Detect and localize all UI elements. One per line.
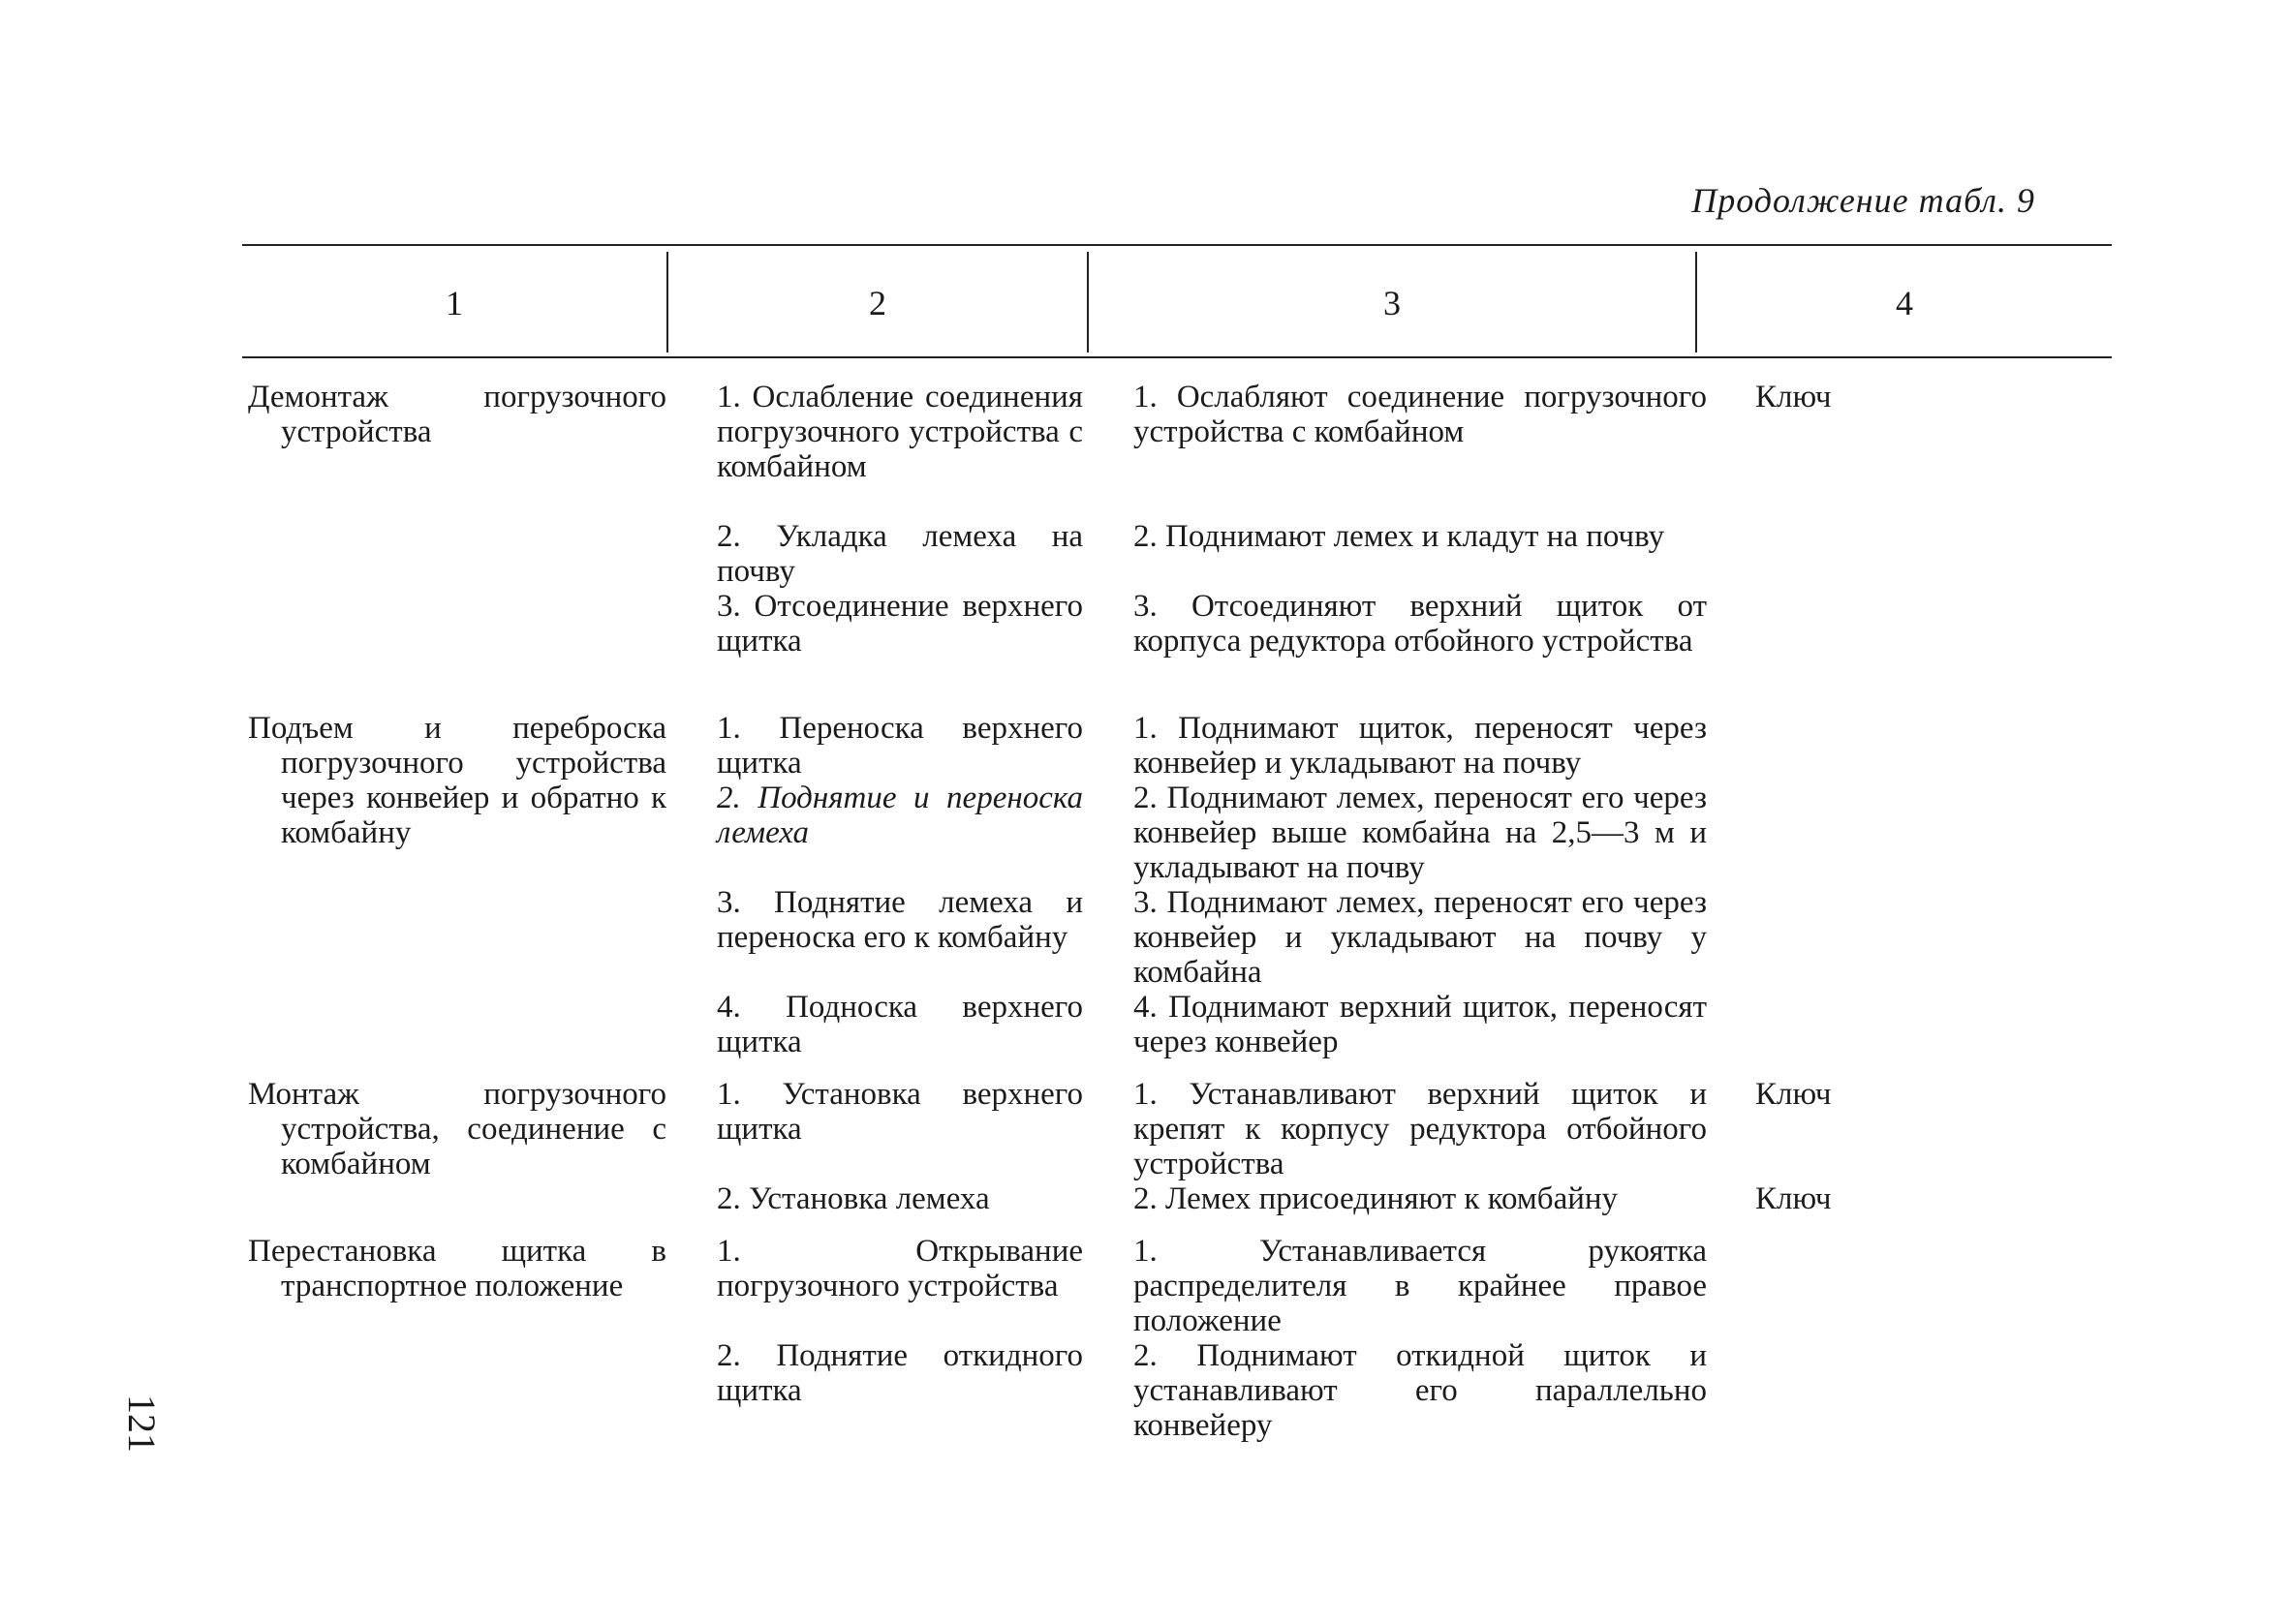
row-3-stage-1: 1. Установка верхнего щитка	[717, 1077, 1083, 1147]
table-header-rule	[242, 356, 2112, 358]
row-3-operation: Монтаж погрузочного устройства, соединение с комбайном	[248, 1077, 666, 1181]
row-1-stage-3: 3. Отсоединение верхнего щитка	[717, 589, 1083, 659]
row-1-stage-1: 1. Ослабление соединения погрузочного устройства с комбайном	[717, 380, 1083, 484]
row-3-tool-2: Ключ	[1755, 1181, 1832, 1216]
row-1-method-2: 2. Поднимают лемех и кладут на почву	[1133, 519, 1665, 554]
row-4-stage-2: 2. Поднятие откидного щитка	[717, 1338, 1083, 1408]
row-1-stage-2: 2. Укладка лемеха на почву	[717, 519, 1083, 589]
row-2-operation: Подъем и переброска погрузочного устройства через конвейер и обратно к комбайну	[248, 711, 666, 850]
row-1-method-1: 1. Ослабляют соединение погрузочного устройства с комбайном	[1133, 380, 1707, 449]
row-3-method-2: 2. Лемех присоединяют к комбайну	[1133, 1181, 1619, 1216]
row-2-method-3: 3. Поднимают лемех, переносят его через конвейер и укладывают на почву у комбайна	[1133, 885, 1707, 990]
row-2-stage-3: 3. Поднятие лемеха и переноска его к комбайну	[717, 885, 1083, 955]
row-2-stage-1: 1. Переноска верхнего щитка	[717, 711, 1083, 781]
row-2-stage-2: 2. Поднятие и переноска лемеха	[717, 781, 1083, 850]
row-2-method-1: 1. Поднимают щиток, переносят через конвейер и укладывают на почву	[1133, 711, 1707, 781]
row-1-method-3: 3. Отсоединяют верхний щиток от корпуса редуктора отбойного устройства	[1133, 589, 1707, 659]
page-number: 121	[120, 1394, 164, 1453]
header-col-2: 2	[869, 284, 886, 322]
row-4-stage-1: 1. Открывание погрузочного устройства	[717, 1234, 1083, 1303]
row-3-method-1: 1. Устанавливают верхний щиток и крепят к корпусу редуктора отбойного устройства	[1133, 1077, 1707, 1181]
row-3-tool-1: Ключ	[1755, 1077, 1832, 1112]
row-2-stage-4: 4. Подноска верхнего щитка	[717, 990, 1083, 1059]
header-col-3: 3	[1383, 284, 1401, 322]
row-1-operation: Демонтаж погрузочного устройства	[248, 380, 666, 449]
row-4-operation: Перестановка щитка в транспортное положение	[248, 1234, 666, 1303]
header-col-1: 1	[446, 284, 463, 322]
row-1-tool: Ключ	[1755, 380, 1832, 414]
table-top-rule	[242, 244, 2112, 246]
table-caption: Продолжение табл. 9	[1691, 181, 2035, 220]
row-4-method-2: 2. Поднимают откидной щиток и устанавливают его параллельно конвейеру	[1133, 1338, 1707, 1443]
row-3-stage-2: 2. Установка лемеха	[717, 1181, 990, 1216]
row-2-method-2: 2. Поднимают лемех, переносят его через конвейер выше комбайна на 2,5—3 м и укладывают на почву	[1133, 781, 1707, 885]
row-4-method-1: 1. Устанавливается рукоятка распределителя в крайнее правое положение	[1133, 1234, 1707, 1338]
header-col-4: 4	[1896, 284, 1913, 322]
row-2-method-4: 4. Поднимают верхний щиток, переносят через конвейер	[1133, 990, 1707, 1059]
